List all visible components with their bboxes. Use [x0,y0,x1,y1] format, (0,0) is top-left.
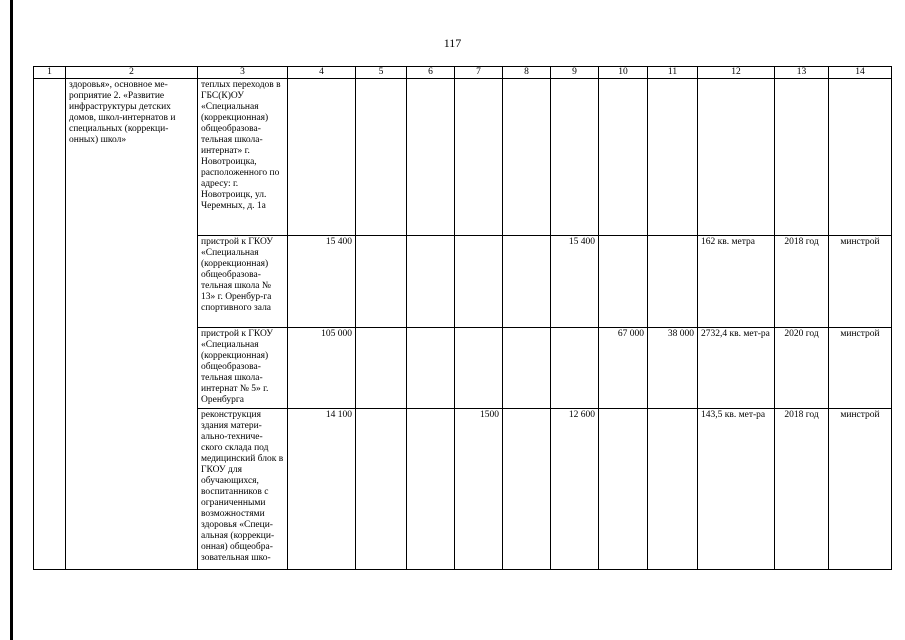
amount-cell: 12 600 [551,409,599,570]
column-header: 12 [698,67,775,79]
year-cell [775,79,829,236]
column-header: 13 [775,67,829,79]
executor-cell: минстрой [829,236,892,328]
object-description-cell: пристрой к ГКОУ «Специальная (коррекционная) общеобразова-тельная школа-интернат № 5» г. Оренбурга [198,328,288,409]
amount-cell [551,328,599,409]
amount-cell [551,79,599,236]
amount-cell [455,328,503,409]
column-header: 8 [503,67,551,79]
amount-cell [648,409,698,570]
amount-cell [648,236,698,328]
total-amount-cell: 15 400 [288,236,356,328]
amount-cell [356,409,407,570]
total-amount-cell: 105 000 [288,328,356,409]
table-row [34,79,892,236]
capacity-cell [698,79,775,236]
column-header: 9 [551,67,599,79]
amount-cell: 67 000 [599,328,648,409]
amount-cell [599,79,648,236]
column-header: 4 [288,67,356,79]
amount-cell [407,79,455,236]
amount-cell [356,79,407,236]
column-header: 10 [599,67,648,79]
amount-cell [407,328,455,409]
amount-cell [503,409,551,570]
capacity-cell: 2732,4 кв. мет-ра [698,328,775,409]
amount-cell [407,236,455,328]
total-amount-cell [288,79,356,236]
column-header: 11 [648,67,698,79]
year-cell: 2018 год [775,236,829,328]
total-amount-cell: 14 100 [288,409,356,570]
column-header: 2 [66,67,198,79]
column-header: 7 [455,67,503,79]
amount-cell [599,236,648,328]
amount-cell [503,79,551,236]
column-header: 3 [198,67,288,79]
amount-cell: 1500 [455,409,503,570]
column-header: 6 [407,67,455,79]
year-cell: 2020 год [775,328,829,409]
column-header: 14 [829,67,892,79]
object-description-cell: пристрой к ГКОУ «Специальная (коррекционная) общеобразова-тельная школа № 13» г. Оренбур-га спортивного зала [198,236,288,328]
capacity-cell: 143,5 кв. мет-ра [698,409,775,570]
executor-cell: минстрой [829,328,892,409]
object-description-cell: теплых переходов в ГБС(К)ОУ «Специальная (коррекционная) общеобразова-тельная школа-интернат» г. Новотроицка, расположенного по адресу: г. Новотроицк, ул. Черемных, д. 1а [198,79,288,236]
column-header: 5 [356,67,407,79]
year-cell: 2018 год [775,409,829,570]
amount-cell [503,236,551,328]
program-table [33,66,892,570]
amount-cell [407,409,455,570]
object-description-cell: реконструкция здания матери-ально-техниче-ского склада под медицинский блок в ГКОУ для обучающихся, воспитанников с ограниченными возможностями здоровья «Специ-альная (коррекци-онная) общеобра-зовательная шко- [198,409,288,570]
amount-cell [648,79,698,236]
amount-cell [455,236,503,328]
column-header: 1 [34,67,66,79]
program-measure-cell: здоровья», основное ме-роприятие 2. «Развитие инфраструктуры детских домов, школ-интернатов и специальных (коррекци-онных) школ» [66,79,198,570]
page-binding-edge [10,0,13,640]
amount-cell [356,236,407,328]
amount-cell: 38 000 [648,328,698,409]
capacity-cell: 162 кв. метра [698,236,775,328]
page-number: 117 [443,36,462,50]
executor-cell [829,79,892,236]
executor-cell: минстрой [829,409,892,570]
col1-cell [34,79,66,570]
amount-cell [503,328,551,409]
column-number-row [34,67,892,79]
amount-cell [455,79,503,236]
amount-cell: 15 400 [551,236,599,328]
amount-cell [356,328,407,409]
amount-cell [599,409,648,570]
